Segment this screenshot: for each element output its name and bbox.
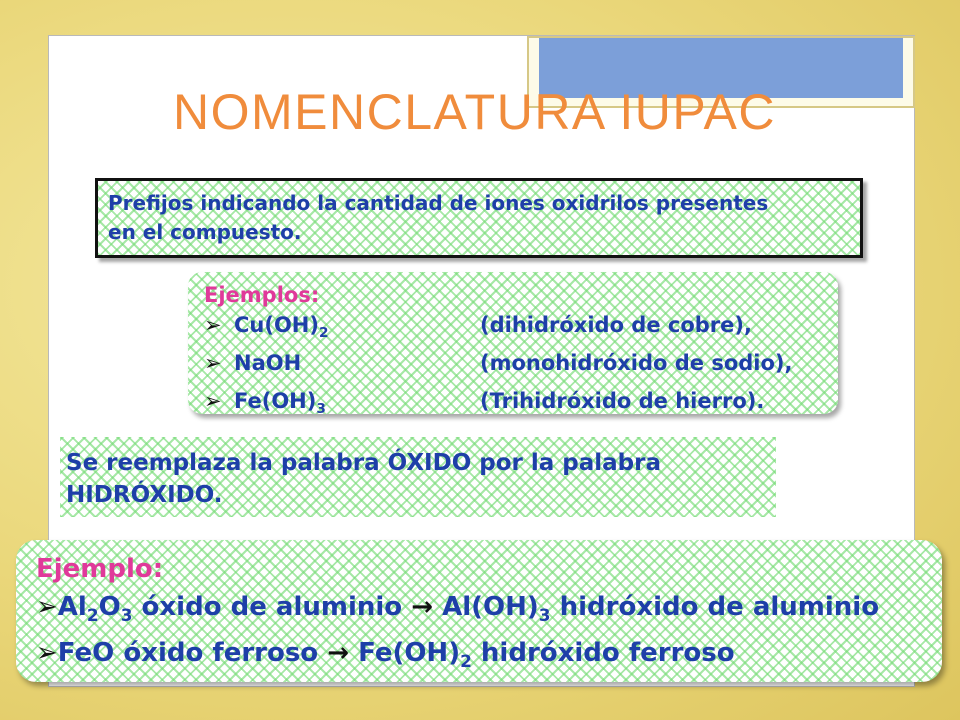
example-row-iron — [36, 634, 922, 680]
arrow-bullet-icon: ➢ — [36, 638, 58, 669]
prefixes-line-1: Prefijos indicando la cantidad de iones oxidrilos presentes — [108, 191, 769, 215]
replace-box — [60, 437, 776, 517]
prefixes-line-2: en el compuesto. — [108, 220, 302, 244]
example-name: (monohidróxido de sodio), — [480, 351, 793, 376]
slide-title: NOMENCLATURA IUPAC — [173, 84, 777, 140]
example-formula: $Fe(OH)_3$ — [234, 389, 326, 418]
example-formula: $Cu(OH)_2$ — [234, 313, 329, 342]
hydroxide-formula: $Fe(OH)_2$ — [358, 638, 472, 672]
examples-box — [188, 272, 838, 418]
example-name: (Trihidróxido de hierro). — [480, 389, 765, 414]
replace-line-1: Se reemplaza la palabra ÓXIDO por la palabra — [66, 450, 662, 476]
oxide-name: óxido de aluminio — [141, 592, 403, 622]
arrow-bullet-icon: ➢ — [36, 592, 58, 622]
prefixes-box — [95, 178, 863, 258]
example-name: (dihidróxido de cobre), — [480, 313, 752, 337]
oxide-name: óxido ferroso — [123, 638, 319, 669]
hydroxide-formula: $Al(OH)_3$ — [442, 592, 551, 626]
examples-heading: Ejemplos: — [204, 283, 320, 307]
example-heading: Ejemplo: — [36, 554, 164, 584]
example-row — [204, 348, 822, 386]
example-row-aluminium: $➢Al_2O_3$ óxido de aluminio → $Al(OH)_3$ hidróxido de aluminio — [36, 592, 880, 626]
example-box — [16, 540, 942, 682]
example-row — [204, 310, 822, 348]
example-row — [204, 386, 822, 424]
hydroxide-name: hidróxido de aluminio — [559, 592, 880, 622]
example-formula: NaOH — [234, 351, 302, 376]
reaction-arrow-icon: → — [411, 592, 434, 622]
replace-line-2: HIDRÓXIDO. — [66, 482, 223, 508]
oxide-formula: FeO — [57, 638, 115, 669]
hydroxide-name: hidróxido ferroso — [480, 638, 735, 669]
arrow-bullet-icon: ➢ — [204, 313, 222, 337]
arrow-bullet-icon: ➢ — [204, 351, 222, 376]
arrow-bullet-icon: ➢ — [204, 389, 222, 414]
reaction-arrow-icon: → — [327, 638, 350, 669]
